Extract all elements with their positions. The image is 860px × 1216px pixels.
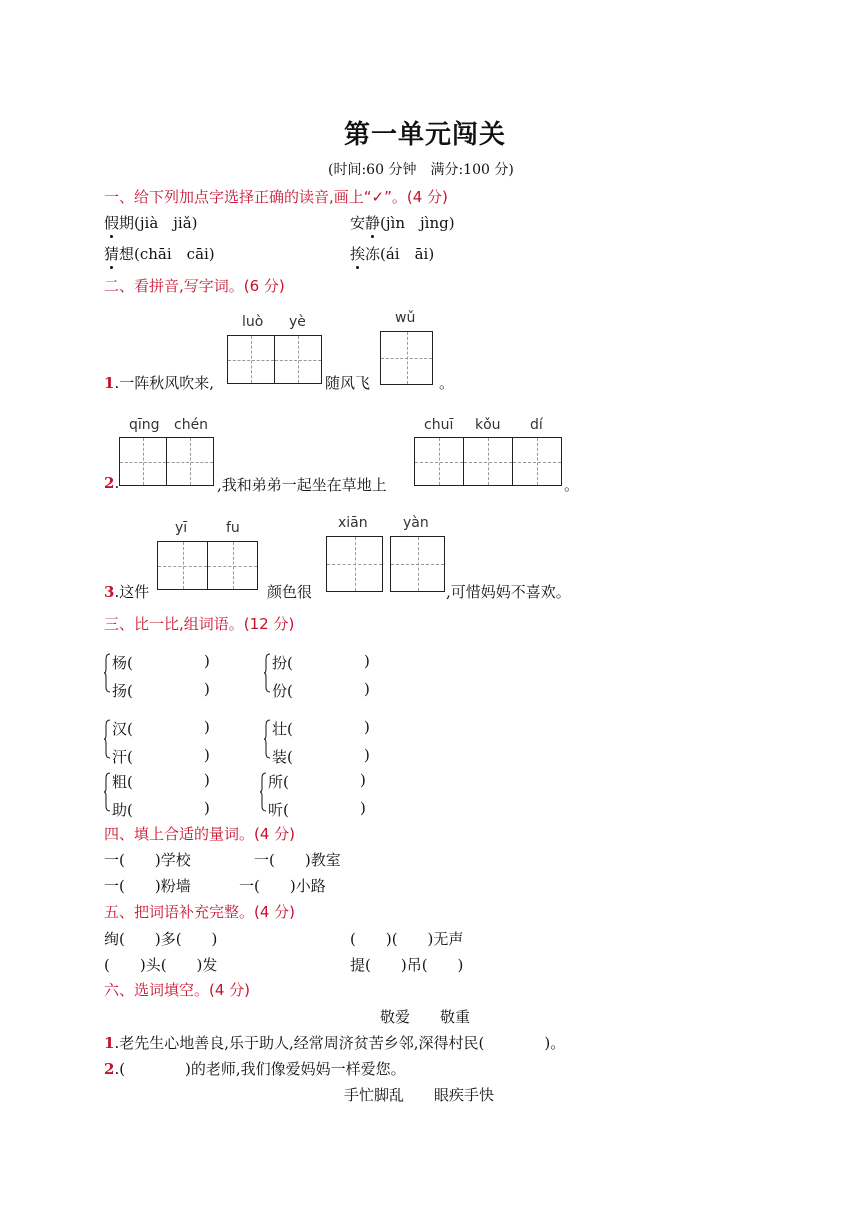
pinyin: yè [289, 314, 306, 330]
writing-grid[interactable] [119, 437, 214, 486]
writing-grid[interactable] [414, 437, 562, 486]
writing-grid[interactable] [326, 536, 383, 592]
pinyin: chuī [424, 417, 454, 433]
section-1-heading: 一、给下列加点字选择正确的读音,画上“✓”。(4 分) [104, 188, 448, 206]
fill-item: 绚( )多( ) [104, 930, 218, 948]
fill-item: 一( )粉墙 [104, 877, 191, 895]
pinyin: kǒu [475, 417, 501, 433]
q2-text-mid: ,我和弟弟一起坐在草地上 [217, 476, 387, 494]
pinyin: chén [174, 417, 209, 433]
pinyin: luò [242, 314, 264, 330]
q2-text-end: 。 [564, 476, 580, 494]
question-2-2: 2. [104, 474, 120, 492]
section-4-heading: 四、填上合适的量词。(4 分) [104, 825, 296, 843]
pinyin: wǔ [395, 310, 416, 326]
dotted-char: 猜 [104, 245, 120, 263]
writing-grid[interactable] [157, 541, 258, 590]
s1-item-3: 猜想(chāi cāi) [104, 245, 215, 263]
fill-item: ( )( )无声 [350, 930, 464, 948]
fill-item: ( )头( )发 [104, 956, 218, 974]
dotted-char: 假 [104, 214, 120, 232]
pinyin: xiān [338, 515, 368, 531]
q1-text-end: 。 [439, 374, 455, 392]
q3-text-mid: 颜色很 [267, 583, 313, 601]
section-5-heading: 五、把词语补充完整。(4 分) [104, 903, 296, 921]
fill-item: 提( )吊( ) [350, 956, 464, 974]
writing-grid[interactable] [390, 536, 445, 592]
pinyin: yàn [403, 515, 429, 531]
fill-item: 一( )教室 [254, 851, 341, 869]
brace [264, 653, 270, 693]
word-choices: 手忙脚乱 眼疾手快 [344, 1086, 495, 1104]
question-2-3: 3.这件 [104, 583, 150, 601]
writing-grid[interactable] [227, 335, 322, 384]
pinyin: dí [530, 417, 543, 433]
dotted-char: 挨 [350, 245, 366, 263]
s1-item-4: 挨冻(ái āi) [350, 245, 435, 263]
dotted-char: 静 [365, 214, 381, 232]
page-title: 第一单元闯关 [344, 120, 507, 150]
question-2-1: 1.一阵秋风吹来, [104, 374, 214, 392]
brace [264, 719, 270, 759]
question-6-1: 1.老先生心地善良,乐于助人,经常周济贫苦乡邻,深得村民( )。 [104, 1034, 566, 1052]
q3-text-end: ,可惜妈妈不喜欢。 [446, 583, 571, 601]
section-2-heading: 二、看拼音,写字词。(6 分) [104, 277, 285, 295]
fill-item: 一( )学校 [104, 851, 191, 869]
question-6-2: 2.( )的老师,我们像爱妈妈一样爱您。 [104, 1060, 406, 1078]
exam-info: (时间:60 分钟 满分:100 分) [328, 162, 514, 178]
brace [260, 772, 266, 812]
q1-text-mid: 随风飞 [325, 374, 371, 392]
s1-item-1: 假期(jià jiǎ) [104, 214, 198, 232]
brace [104, 772, 110, 812]
writing-grid[interactable] [380, 331, 433, 385]
word-choices: 敬爱 敬重 [380, 1008, 471, 1026]
s1-item-2: 安静(jìn jìng) [350, 214, 455, 232]
section-3-heading: 三、比一比,组词语。(12 分) [104, 615, 295, 633]
brace [104, 719, 110, 759]
pinyin: fu [226, 520, 240, 536]
pinyin: qīng [129, 417, 160, 433]
pinyin: yī [175, 520, 188, 536]
fill-item: 一( )小路 [239, 877, 326, 895]
section-6-heading: 六、选词填空。(4 分) [104, 981, 251, 999]
brace [104, 653, 110, 693]
